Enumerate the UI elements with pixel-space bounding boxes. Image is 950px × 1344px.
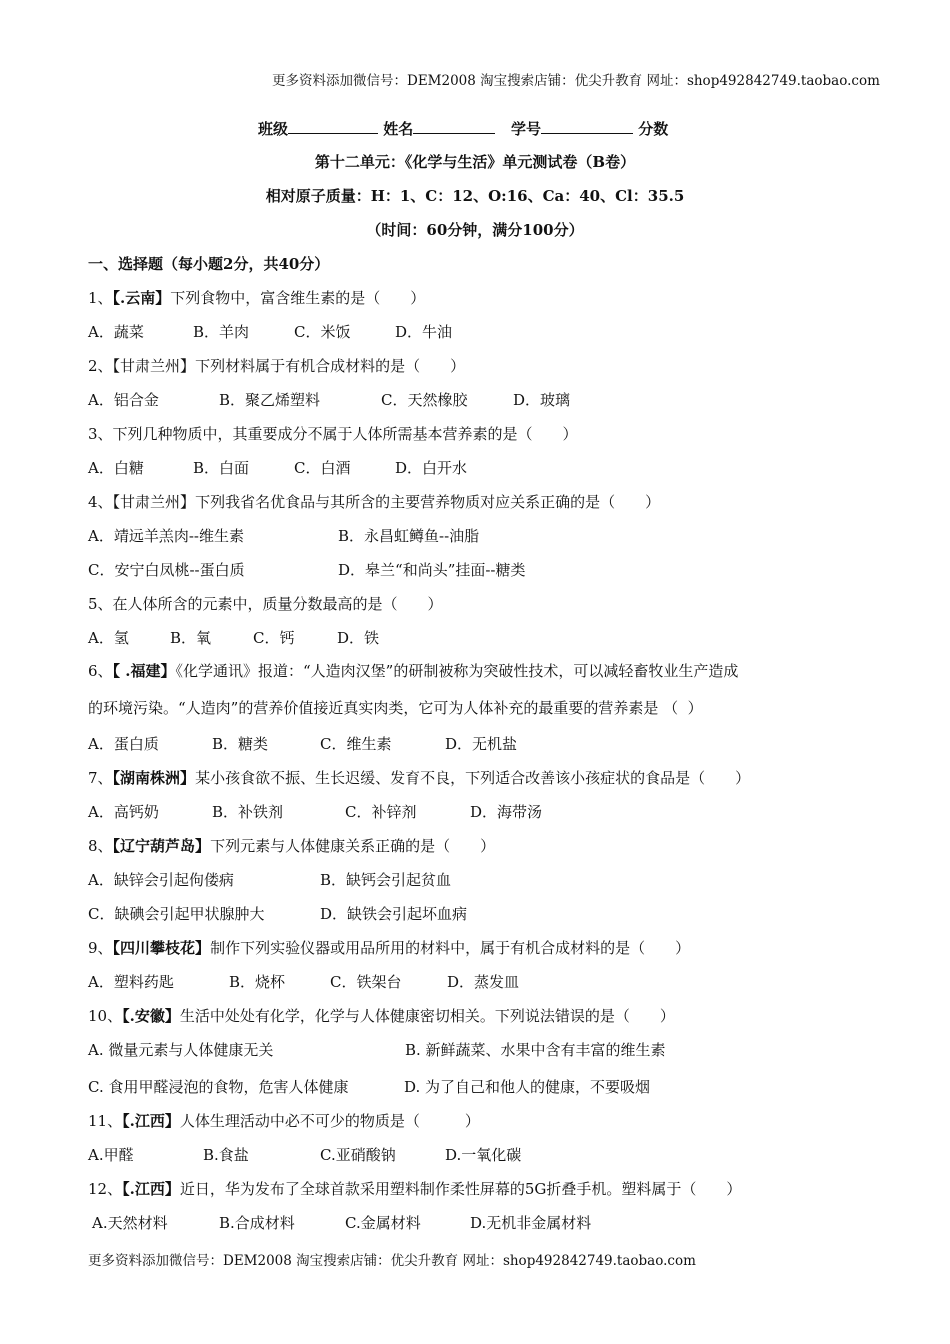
- q7-option-b[interactable]: B．补铁剂: [212, 803, 284, 821]
- q12-option-b[interactable]: B.合成材料: [219, 1214, 295, 1232]
- score-label: 分数: [638, 120, 669, 138]
- question-7: 7、【湖南株洲】某小孩食欲不振、生长迟缓、发育不良，下列适合改善该小孩症状的食品是（ ）: [88, 769, 751, 787]
- q12-option-a[interactable]: A.天然材料: [92, 1214, 168, 1232]
- q4-option-c[interactable]: C．安宁白凤桃--蛋白质: [88, 561, 245, 579]
- q8-option-a[interactable]: A．缺锌会引起佝偻病: [88, 871, 234, 889]
- q6-option-a[interactable]: A．蛋白质: [88, 735, 159, 753]
- q1-option-b[interactable]: B．羊肉: [193, 323, 250, 341]
- q8-option-d[interactable]: D．缺铁会引起坏血病: [320, 905, 468, 923]
- q5-option-b[interactable]: B．氧: [170, 629, 212, 647]
- student-info: [258, 117, 668, 139]
- q2-option-c[interactable]: C．天然橡胶: [381, 391, 468, 409]
- q7-option-d[interactable]: D．海带汤: [470, 803, 543, 821]
- q9-option-b[interactable]: B．烧杯: [229, 973, 286, 991]
- q9-option-d[interactable]: D．蒸发皿: [447, 973, 520, 991]
- q5-option-a[interactable]: A．氢: [88, 629, 129, 647]
- q6-option-c[interactable]: C．维生素: [320, 735, 392, 753]
- q12-option-d[interactable]: D.无机非金属材料: [470, 1214, 592, 1232]
- q6-option-b[interactable]: B．糖类: [212, 735, 269, 753]
- q1-option-d[interactable]: D．牛油: [395, 323, 453, 341]
- q11-option-a[interactable]: A.甲醛: [88, 1146, 134, 1164]
- q1-option-c[interactable]: C．米饭: [294, 323, 351, 341]
- q4-option-d[interactable]: D．皋兰“和尚头”挂面--糖类: [338, 561, 526, 579]
- q3-option-b[interactable]: B．白面: [193, 459, 250, 477]
- q3-option-a[interactable]: A．白糖: [88, 459, 144, 477]
- q11-option-b[interactable]: B.食盐: [203, 1146, 249, 1164]
- q7-option-a[interactable]: A．高钙奶: [88, 803, 159, 821]
- section-heading: 一、选择题（每小题2分，共40分）: [88, 255, 330, 273]
- q3-option-d[interactable]: D．白开水: [395, 459, 468, 477]
- question-2: 2、【甘肃兰州】下列材料属于有机合成材料的是（ ）: [88, 357, 466, 375]
- number-blank[interactable]: [541, 117, 633, 134]
- q10-option-a[interactable]: A. 微量元素与人体健康无关: [88, 1041, 274, 1059]
- atomic-mass: 相对原子质量：H：1、C：12、O:16、Ca：40、Cl：35.5: [265, 187, 685, 205]
- q4-option-a[interactable]: A．靖远羊羔肉--维生素: [88, 527, 244, 545]
- q2-option-a[interactable]: A．铝合金: [88, 391, 159, 409]
- class-label: 班级: [258, 120, 289, 138]
- name-blank[interactable]: [413, 117, 495, 134]
- q1-option-a[interactable]: A．蔬菜: [88, 323, 144, 341]
- q7-option-c[interactable]: C．补锌剂: [345, 803, 417, 821]
- question-1: 1、【.云南】下列食物中，富含维生素的是（ ）: [88, 289, 426, 307]
- q8-option-c[interactable]: C．缺碘会引起甲状腺肿大: [88, 905, 265, 923]
- q10-option-d[interactable]: D. 为了自己和他人的健康，不要吸烟: [404, 1078, 651, 1096]
- q2-option-d[interactable]: D．玻璃: [513, 391, 571, 409]
- q9-option-c[interactable]: C．铁架台: [330, 973, 402, 991]
- question-6: 6、【 .福建】《化学通讯》报道：“人造肉汉堡”的研制被称为突破性技术，可以减轻畜牧业生产造成: [88, 662, 739, 680]
- q9-option-a[interactable]: A．塑料药匙: [88, 973, 174, 991]
- q10-option-c[interactable]: C. 食用甲醛浸泡的食物，危害人体健康: [88, 1078, 349, 1096]
- q4-option-b[interactable]: B．永昌虹鳟鱼--油脂: [338, 527, 480, 545]
- question-9: 9、【四川攀枝花】制作下列实验仪器或用品所用的材料中，属于有机合成材料的是（ ）: [88, 939, 691, 957]
- q8-option-b[interactable]: B．缺钙会引起贫血: [320, 871, 452, 889]
- number-label: 学号: [510, 120, 541, 138]
- question-12: 12、【.江西】近日，华为发布了全球首款采用塑料制作柔性屏幕的5G折叠手机。塑料属于（ ）: [88, 1180, 742, 1198]
- question-6-cont: 的环境污染。“人造肉”的营养价值接近真实肉类，它可为人体补充的最重要的营养素是 （ ）: [88, 699, 703, 717]
- question-5: 5、在人体所含的元素中，质量分数最高的是（ ）: [88, 595, 443, 613]
- question-4: 4、【甘肃兰州】下列我省名优食品与其所含的主要营养物质对应关系正确的是（ ）: [88, 493, 661, 511]
- time-info: （时间：60分钟，满分100分）: [366, 221, 584, 239]
- q2-option-b[interactable]: B．聚乙烯塑料: [219, 391, 321, 409]
- q12-option-c[interactable]: C.金属材料: [345, 1214, 421, 1232]
- question-3: 3、下列几种物质中，其重要成分不属于人体所需基本营养素的是（ ）: [88, 425, 578, 443]
- question-11: 11、【.江西】人体生理活动中必不可少的物质是（ ）: [88, 1112, 480, 1130]
- question-8: 8、【辽宁葫芦岛】下列元素与人体健康关系正确的是（ ）: [88, 837, 496, 855]
- page-title: 第十二单元：《化学与生活》单元测试卷（B卷）: [314, 153, 636, 171]
- name-label: 姓名: [383, 120, 414, 138]
- q10-option-b[interactable]: B. 新鲜蔬菜、水果中含有丰富的维生素: [405, 1041, 666, 1059]
- question-10: 10、【.安徽】生活中处处有化学，化学与人体健康密切相关。下列说法错误的是（ ）: [88, 1007, 675, 1025]
- q3-option-c[interactable]: C．白酒: [294, 459, 351, 477]
- q6-option-d[interactable]: D．无机盐: [445, 735, 518, 753]
- q5-option-d[interactable]: D．铁: [337, 629, 380, 647]
- q11-option-c[interactable]: C.亚硝酸钠: [320, 1146, 396, 1164]
- q5-option-c[interactable]: C．钙: [253, 629, 295, 647]
- q11-option-d[interactable]: D.一氧化碳: [445, 1146, 522, 1164]
- page-footer: 更多资料添加微信号：DEM2008 淘宝搜索店铺：优尖升教育 网址：shop492842749.taobao.com: [88, 1253, 696, 1269]
- class-blank[interactable]: [288, 117, 378, 134]
- page-header: 更多资料添加微信号：DEM2008 淘宝搜索店铺：优尖升教育 网址：shop492842749.taobao.com: [272, 73, 880, 89]
